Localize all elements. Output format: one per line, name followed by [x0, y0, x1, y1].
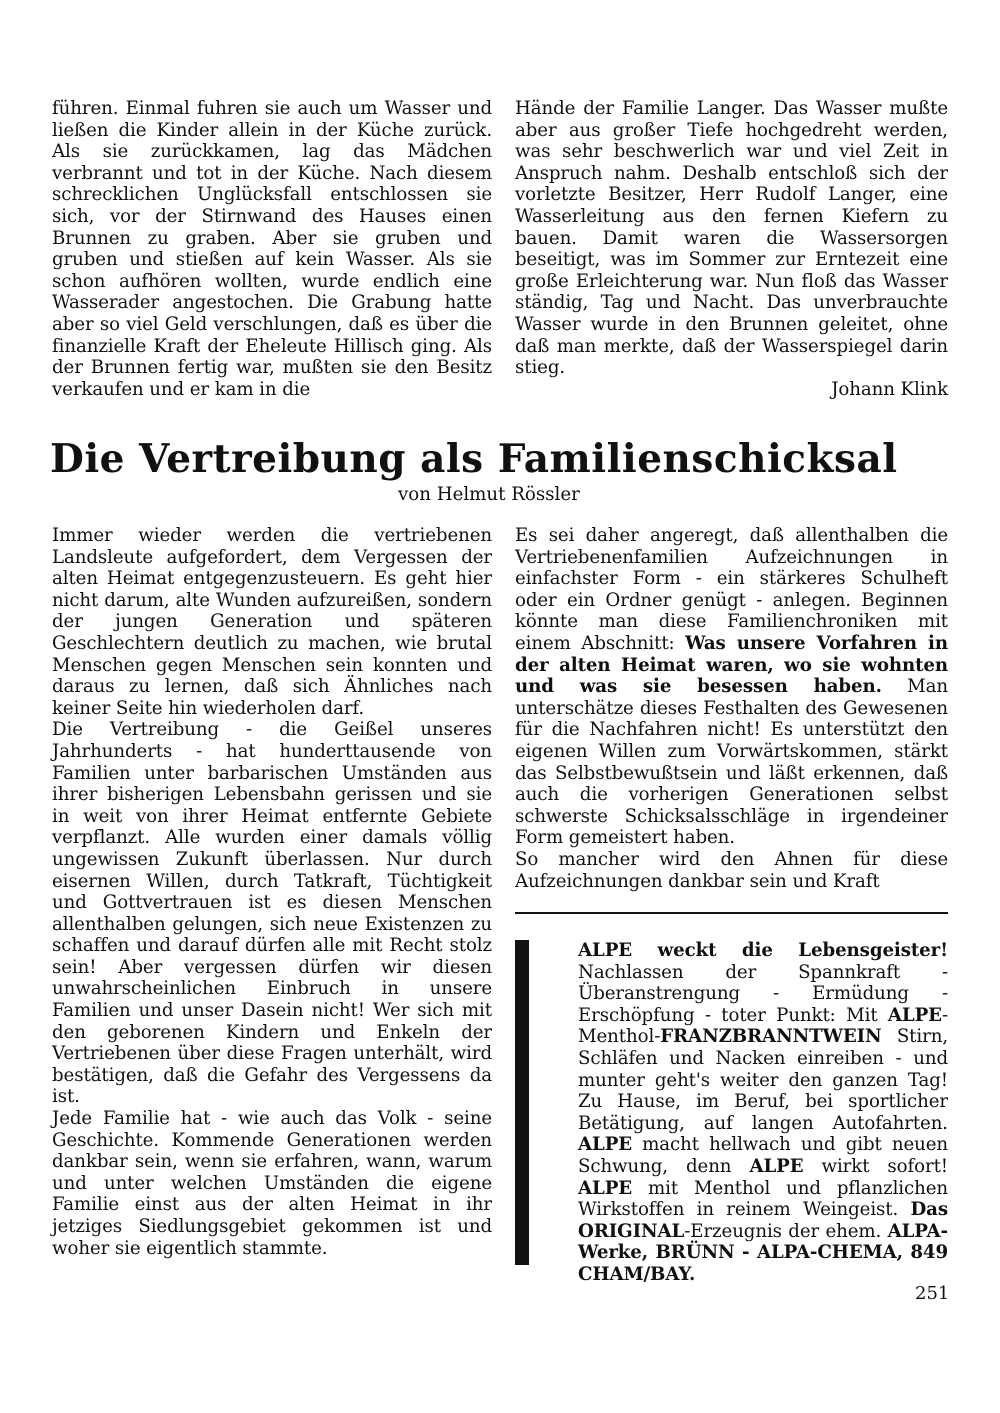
advertisement [578, 940, 948, 1286]
advert-run: -Erzeugnis der ehem. [684, 1220, 888, 1242]
article-paragraph: Jede Familie hat - wie auch das Volk - seine Geschichte. Kommende Generationen werden dankbar sein, wenn sie erfahren, wann, warum und unter welchen Umständen die eigene Familie einst aus der alten Heimat in ihr jetziges Siedlungsgebiet gekommen ist und woher sie eigentlich stammte. [52, 1108, 492, 1259]
article-right-column [515, 525, 948, 892]
advert-bold: ALPE [887, 1004, 942, 1026]
advert-run: macht hellwach und gibt neuen Schwung, denn [578, 1134, 948, 1177]
advert-bold: FRANZBRANNTWEIN [660, 1026, 882, 1048]
top-right-paragraph: Hände der Familie Langer. Das Wasser mußte aber aus großer Tiefe hochgedreht werden, was sehr beschwerlich war und viel Zeit in Anspruch nahm. Deshalb entschloß sich der vorletzte Besitzer, Herr Rudolf Langer, eine Wasserleitung aus den fernen Kiefern zu bauen. Damit waren die Wassersorgen beseitigt, was im Sommer zur Erntezeit eine große Erleichterung war. Nun floß das Wasser ständig, Tag und Nacht. Das unverbrauchte Wasser wurde in den Brunnen geleitet, ohne daß man merkte, daß der Wasserspiegel darin stieg. [515, 98, 948, 379]
top-right-author: Johann Klink [831, 378, 948, 400]
advert-bold: ALPE [578, 1134, 633, 1156]
article-paragraph: Die Vertreibung - die Geißel unseres Jahrhunderts - hat hunderttausende von Familien unter barbarischen Umständen aus ihrer bisherigen Lebensbahn gerissen und sie in weit von ihrer Heimat entfernte Gebiete verpflanzt. Alle wurden einer damals völlig ungewissen Zukunft überlassen. Nur durch eisernen Willen, durch Tatkraft, Tüchtigkeit und Gottvertrauen ist es diesen Menschen allenthalben gelungen, sich neue Existenzen zu schaffen und darauf dürfen alle mit Recht stolz sein! Aber vergessen dürfen wir diesen unwahrscheinlichen Einbruch in unsere Familien und unser Dasein nicht! Wer sich mit den geborenen Kindern und Enkeln der Vertriebenen über diese Fragen unterhält, wird bestätigen, daß die Gefahr des Vergessens da ist. [52, 719, 492, 1108]
advert-run: wirkt sofort! [803, 1155, 948, 1177]
advert-run: Nachlassen der Spannkraft - Überanstrengung - Ermüdung - Erschöpfung - toter Punkt: Mit [578, 961, 948, 1026]
divider-rule [515, 912, 948, 914]
advert-run: Stirn, Schläfen und Nacken einreiben - und munter geht's weiter den ganzen Tag! Zu Hause, im Beruf, bei sportlicher Betätigung, auf langen Autofahrten. [578, 1026, 948, 1134]
text-run: Man unterschätze dieses Festhalten des Gewesenen für die Nachfahren nicht! Es unterstützt den eigenen Willen zum Vorwärtskommen, stärkt das Selbstbewußtsein und läßt erkennen, daß auch die vorherigen Generationen selbst schwerste Schicksalsschläge in irgendeiner Form gemeistert haben. [515, 676, 949, 849]
article-left-column [52, 525, 492, 1259]
advert-bold: ALPE [749, 1155, 804, 1177]
advert-text [578, 940, 948, 1286]
article-paragraph: So mancher wird den Ahnen für diese Aufzeichnungen dankbar sein und Kraft [515, 848, 948, 892]
top-left-paragraph: führen. Einmal fuhren sie auch um Wasser und ließen die Kinder allein in der Küche zurück. Als sie zurückkamen, lag das Mädchen verbrannt und tot in der Küche. Nach diesem schrecklichen Unglücksfall entschlossen sie sich, vor der Stirnwand des Hauses einen Brunnen zu graben. Aber sie gruben und gruben und stießen auf kein Wasser. Als sie schon aufhören wollten, wurde endlich eine Wasserader angestochen. Die Grabung hatte aber so viel Geld verschlungen, daß es über die finanzielle Kraft der Eheleute Hillisch ging. Als der Brunnen fertig war, mußten sie den Besitz verkaufen und er kam in die [52, 98, 492, 400]
advert-bold: ALPE weckt die Lebensgeister! [578, 940, 948, 961]
top-left-column [52, 98, 492, 400]
article-paragraph [515, 525, 948, 849]
advert-run: -Menthol- [578, 1004, 948, 1048]
advert-bar [515, 940, 529, 1265]
emphasis-text: Was unsere Vorfahren in der alten Heimat waren, wo sie wohnten und was sie besessen haben. [515, 632, 948, 698]
article-paragraph: Immer wieder werden die vertriebenen Landsleute aufgefordert, dem Vergessen der alten Heimat entgegenzusteuern. Es geht hier nicht darum, alte Wunden aufzureißen, sondern der jungen Generation und späteren Geschlechtern deutlich zu machen, wie brutal Menschen gegen Menschen sein konnten und daraus zu lernen, daß sich Ähnliches nach keiner Seite hin wiederholen darf. [52, 525, 492, 719]
page-number: 251 [915, 1283, 950, 1304]
advert-run: mit Menthol und pflanzlichen Wirkstoffen in reinem Weingeist. [578, 1177, 948, 1221]
text-run: Es sei daher angeregt, daß allenthalben die Vertriebenenfamilien Aufzeichnungen in einfachster Form - ein stärkeres Schulheft oder ein Ordner genügt - anlegen. Beginnen könnte man diese Familienchroniken mit einem Abschnitt: [515, 525, 948, 654]
top-right-column [515, 98, 948, 400]
advert-bold: Das ORIGINAL [578, 1199, 948, 1242]
article-byline: von Helmut Rössler [398, 484, 580, 505]
article-headline: Die Vertreibung als Familienschicksal [50, 436, 898, 482]
advert-bold: ALPA-Werke, BRÜNN - ALPA-CHEMA, 849 CHAM/BAY. [578, 1220, 948, 1285]
advert-bold: ALPE [578, 1177, 633, 1199]
